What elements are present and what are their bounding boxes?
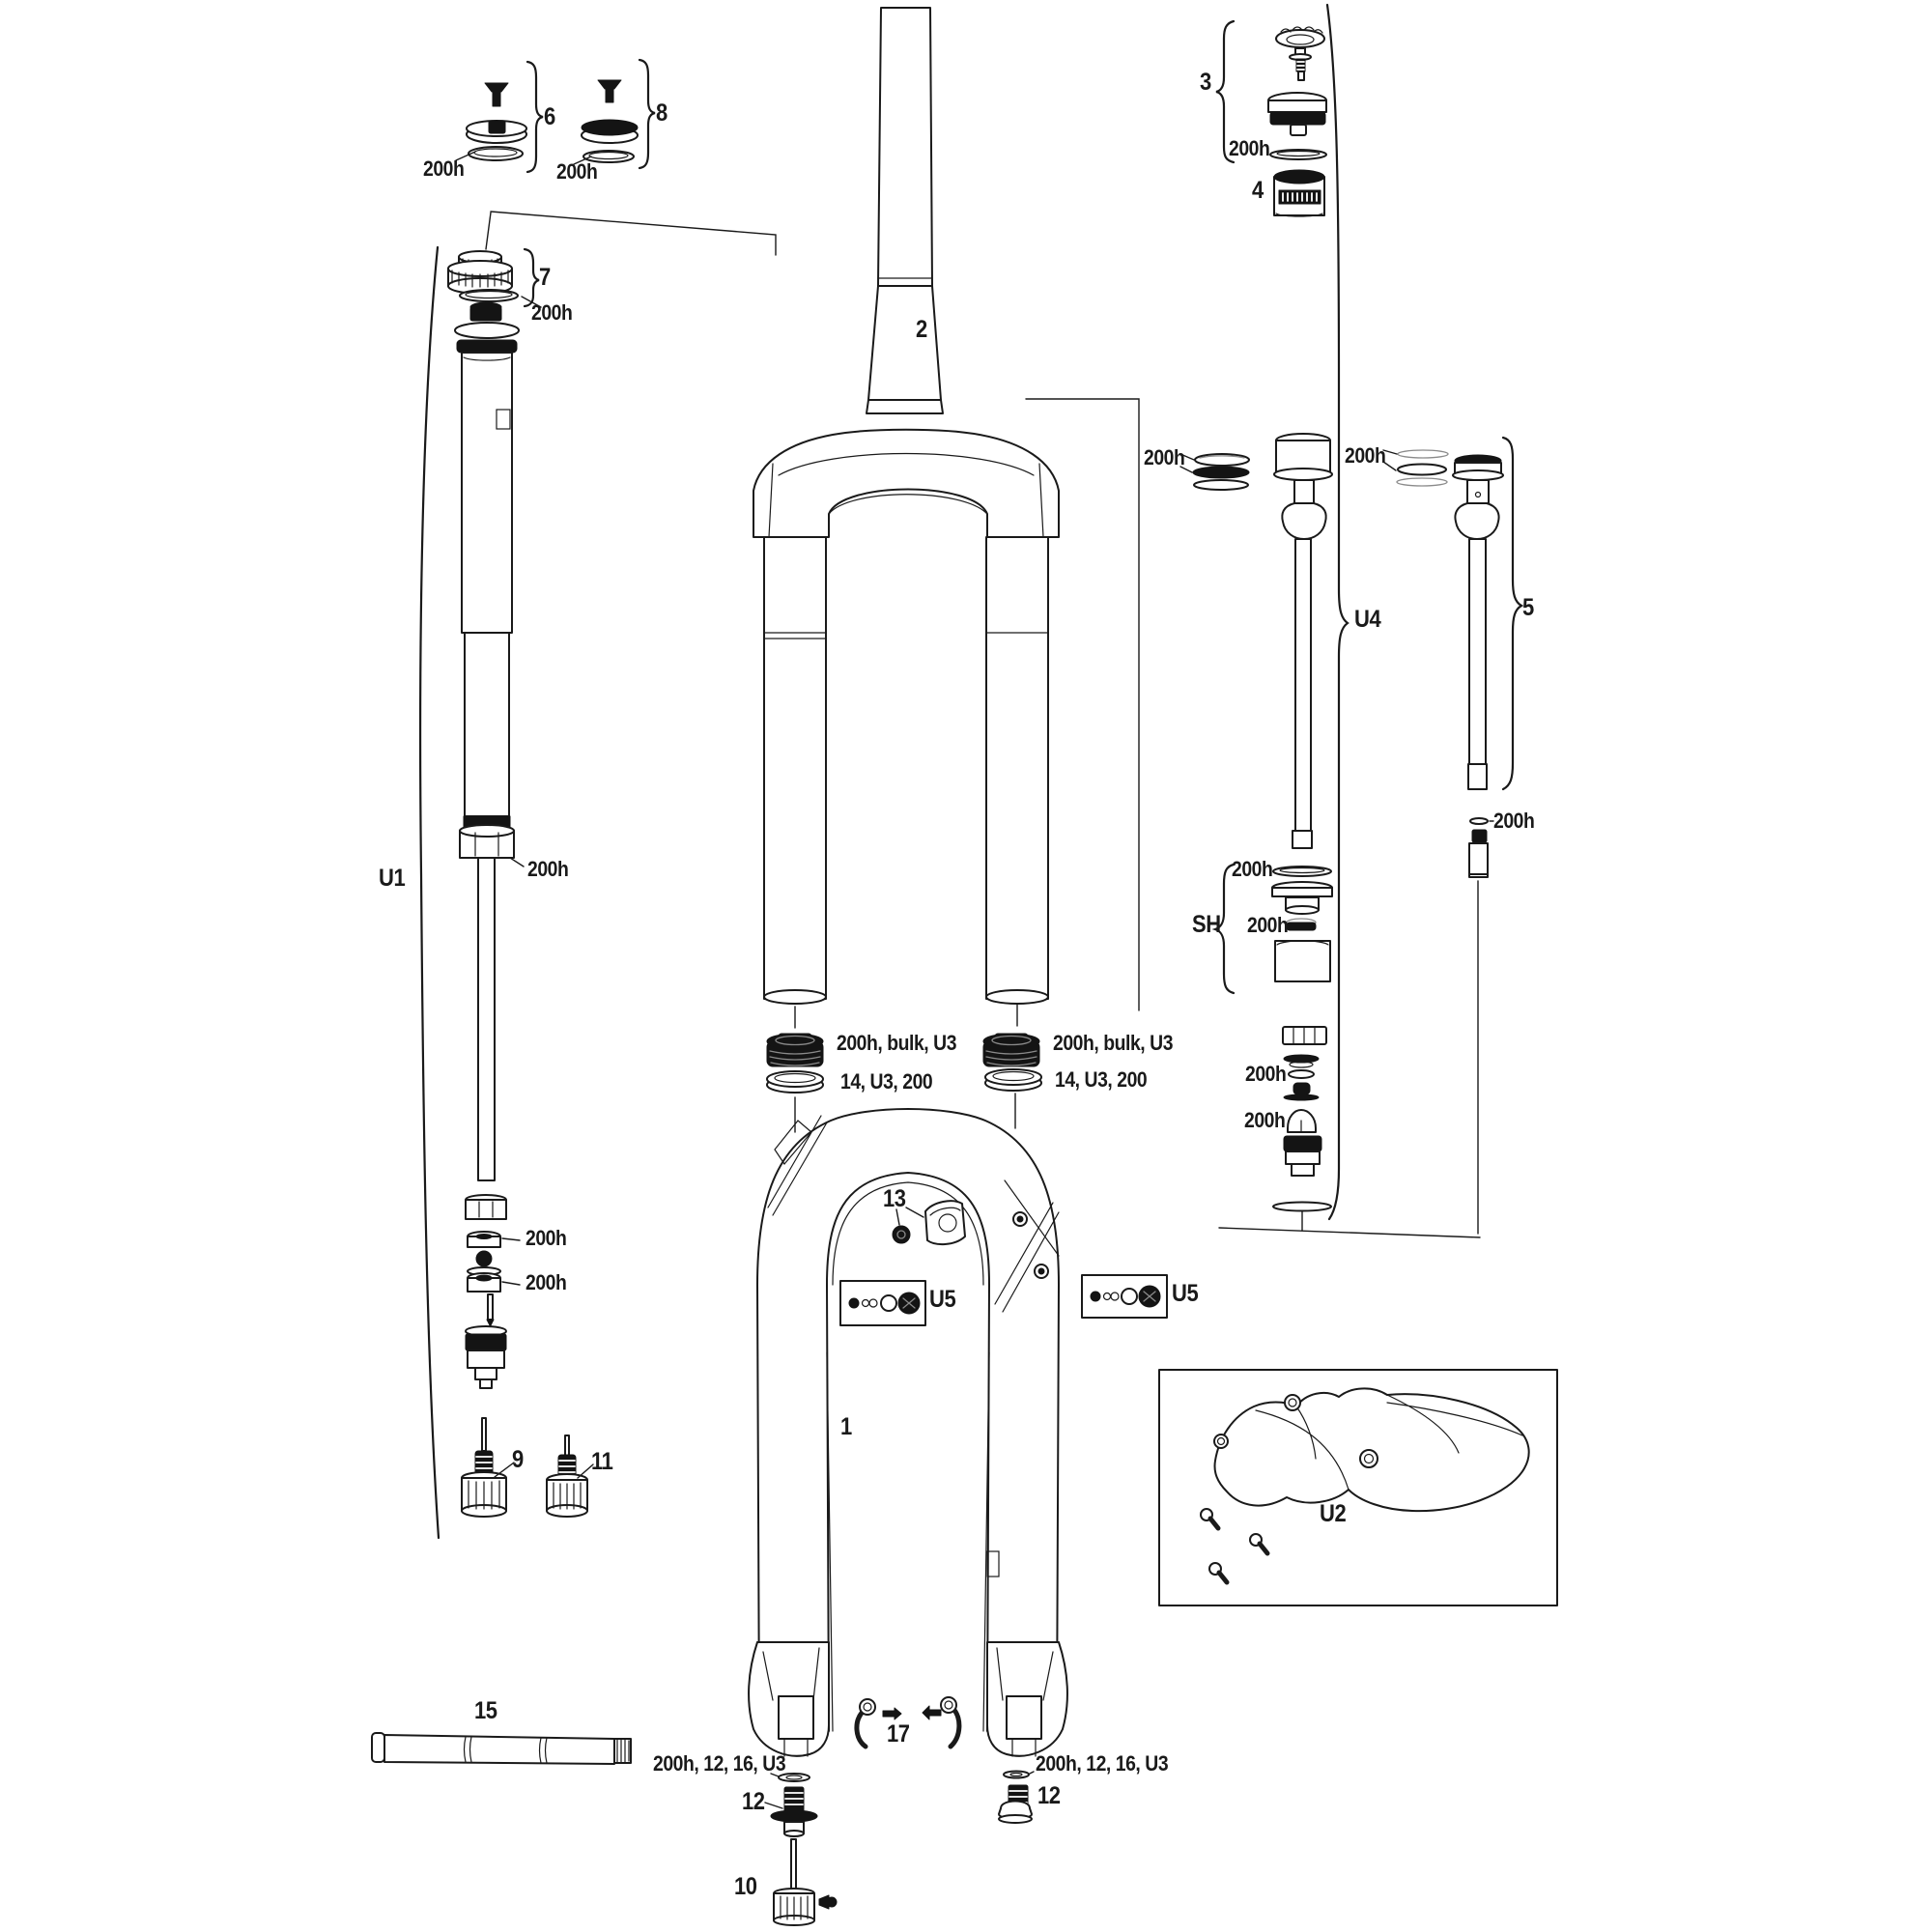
label-part-8: 8 [656,99,668,127]
label-assembly-u4: U4 [1354,606,1381,633]
foam-ring-left [767,1071,823,1093]
right-foot-hardware [999,1772,1034,1824]
label-part-3: 3 [1200,69,1211,96]
u5-kit-right [1082,1275,1167,1318]
label-assembly-u1: U1 [379,865,406,892]
label-foot-right: 200h, 12, 16, U3 [1036,1751,1169,1776]
label-part-11: 11 [591,1448,613,1475]
label-200h-part7-oring: 200h [531,300,573,325]
label-u5-left: U5 [929,1286,956,1313]
label-200h-part5-seals: 200h [1345,443,1386,468]
label-200h-shim-oring: 200h [1245,1062,1287,1086]
label-200h-piston-cup: 200h [1244,1108,1286,1132]
label-200h-sh-seal: 200h [1247,913,1289,937]
label-200h-part6-oring: 200h [423,156,465,181]
dust-seal-right [983,1034,1039,1066]
part-11-knob-group [547,1435,593,1517]
label-foamring-right: 14, U3, 200 [1055,1067,1148,1092]
label-foamring-left: 14, U3, 200 [840,1069,933,1094]
csu-group [753,8,1059,1004]
label-part-2-steerer: 2 [916,316,927,343]
label-dustseal-right: 200h, bulk, U3 [1053,1031,1174,1055]
label-u5-right: U5 [1172,1280,1199,1307]
label-part-12-right: 12 [1037,1782,1061,1809]
label-part-7: 7 [539,264,551,291]
left-foot-hardware [765,1774,837,1925]
damper-assembly-u1 [420,247,524,1538]
label-200h-part3-oring: 200h [1229,136,1270,160]
label-200h-part5-ring: 200h [1493,809,1535,833]
connector-lines [486,212,1480,1237]
label-part-15-axle: 15 [474,1697,497,1724]
label-part-6: 6 [544,103,555,130]
label-assembly-sh: SH [1192,911,1221,938]
part-8-topcap-group [574,60,655,168]
label-part-5: 5 [1522,594,1534,621]
label-200h-part8-oring: 200h [556,159,598,184]
lower-legs-group [749,1109,1067,1756]
label-200h-sh-oring: 200h [1232,857,1273,881]
part-15-axle-group [372,1733,631,1764]
u5-kit-left [840,1281,925,1325]
label-200h-damper-ring: 200h [526,1226,567,1250]
label-part-1-lowers: 1 [840,1413,852,1440]
part-7-adjuster-group [448,249,541,307]
label-part-17: 17 [887,1720,910,1747]
foam-ring-right [985,1069,1041,1091]
label-part-4-token: 4 [1252,177,1264,204]
label-part-9: 9 [512,1446,524,1473]
label-200h-sealhead: 200h [526,1270,567,1294]
part-9-knob-group [462,1418,514,1517]
dust-seal-left [767,1034,823,1066]
label-200h-u4-seals: 200h [1144,445,1185,469]
label-200h-damper-collar: 200h [527,857,569,881]
label-part-12-left: 12 [742,1788,765,1815]
part-6-topcap-group [456,62,543,172]
label-part-10: 10 [734,1873,757,1900]
u2-fender-box [1159,1370,1557,1605]
label-part-13: 13 [883,1185,906,1212]
label-foot-left: 200h, 12, 16, U3 [653,1751,786,1776]
label-u2-fender: U2 [1320,1500,1347,1527]
label-dustseal-left: 200h, bulk, U3 [837,1031,957,1055]
